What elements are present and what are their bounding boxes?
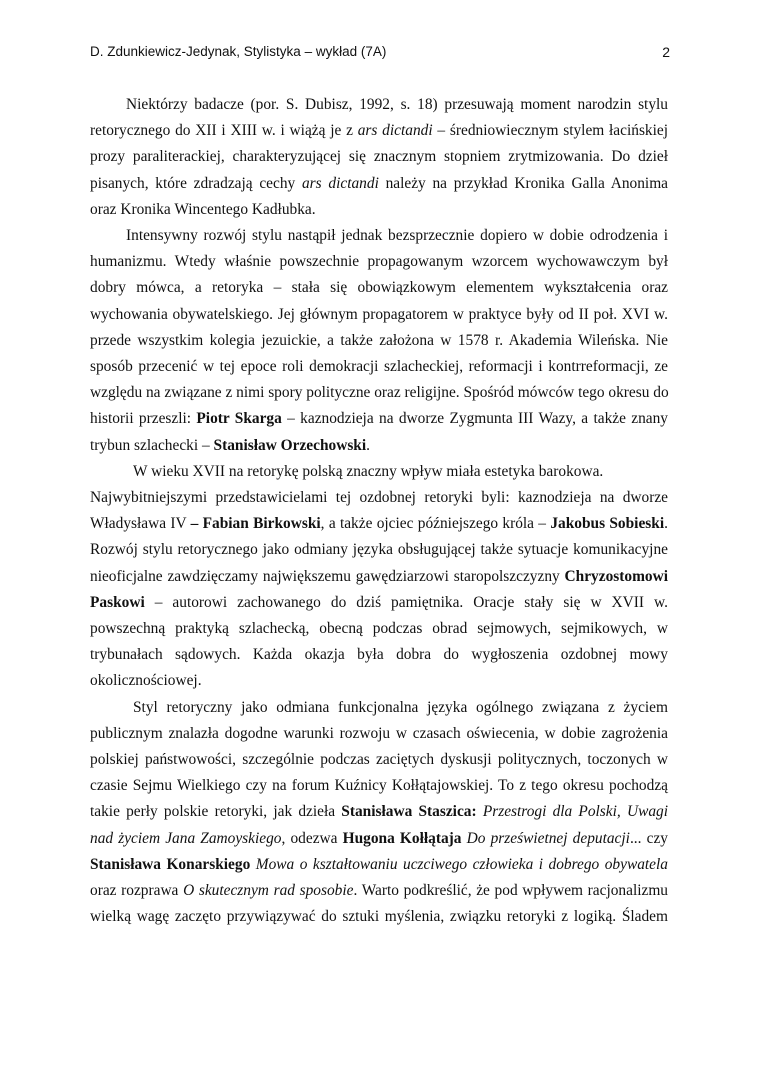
italic-run: Do prześwietnej deputacji (466, 829, 630, 847)
italic-run: Mowa o kształtowaniu uczciwego człowieka i dobrego obywatela (255, 855, 668, 873)
text-run: Niektórzy badacze (por. S. Dubisz, 1992, s. 18) przesuwają moment narodzin stylu (126, 96, 668, 113)
text-line (90, 302, 668, 328)
bold-run: – Fabian Birkowski (190, 515, 321, 533)
header-title: D. Zdunkiewicz-Jedynak, Stylistyka – wykład (7A) (90, 44, 387, 59)
text-run: pisanych, które zdradzają cechy (90, 174, 302, 192)
text-line (90, 354, 668, 380)
text-line (90, 118, 668, 144)
text-line (90, 668, 668, 694)
text-line (90, 433, 668, 459)
text-line (90, 92, 668, 118)
text-run: . Warto podkreślić, że pod wpływem racjonalizmu (353, 882, 668, 900)
text-run: , odezwa (281, 829, 343, 847)
bold-run: Jakobus Sobieski (550, 515, 665, 533)
text-line (90, 537, 668, 563)
text-run: ... czy (629, 829, 668, 847)
page-header (90, 44, 670, 59)
bold-run: Hugona Kołłątaja (342, 829, 462, 847)
text-line (90, 799, 668, 825)
text-run: W wieku XVII na retorykę polską znaczny wpływ miała estetyka barokowa. (133, 462, 604, 480)
text-run: wychowania obywatelskiego. Jej głównym propagatorem w praktyce były od II poł. XVI w. (90, 305, 668, 323)
text-line (90, 773, 668, 799)
text-line (90, 642, 668, 668)
text-line (90, 511, 668, 537)
text-line (90, 878, 668, 904)
text-run: czasie Sejmu Wielkiego czy na forum Kuźnicy Kołłątajowskiej. To z tego okresu pochodzą (90, 777, 668, 795)
bold-run: Piotr Skarga (196, 410, 282, 428)
bold-run: Paskowi (90, 593, 145, 611)
text-run: historii przeszli: (90, 410, 197, 428)
text-run: oraz rozprawa (90, 882, 184, 900)
text-run: Najwybitniejszymi przedstawicielami tej ozdobnej retoryki byli: kaznodzieja na dworze (90, 489, 668, 507)
text-run: – autorowi zachowanego do dziś pamiętnika. Oracje stały się w XVII w. (144, 593, 668, 611)
text-line (90, 406, 668, 432)
text-line (90, 459, 668, 485)
text-run: wielką wagę zaczęto przywiązywać do sztuki myślenia, związku retoryki z logiką. Śladem (90, 908, 668, 926)
text-run: – kaznodzieja na dworze Zygmunta III Wazy, a także znany (281, 410, 669, 428)
text-run: retorycznego do XII i XIII w. i wiążą je z (90, 122, 358, 140)
text-line (90, 275, 668, 301)
text-line (90, 564, 668, 590)
italic-run: Przestrogi dla Polski, Uwagi (482, 803, 668, 821)
text-line (90, 695, 668, 721)
text-run: publicznym znalazła dogodne warunki rozwoju w czasach oświecenia, w dobie zagrożenia (90, 724, 668, 742)
bold-run: Stanisław Orzechowski (213, 436, 367, 454)
text-line (90, 904, 668, 930)
text-run: polskiej państwowości, szczególnie podczas zaciętych dyskusji politycznych, toczonych w (90, 751, 668, 769)
body-text (90, 92, 668, 931)
text-line (90, 223, 668, 249)
bold-run: Stanisława Staszica: (341, 803, 477, 821)
text-run: okolicznościowej. (90, 672, 202, 690)
text-run: Intensywny rozwój stylu nastąpił jednak bezsprzecznie dopiero w dobie odrodzenia i (126, 227, 668, 245)
text-run: trybunałach sądowych. Każda okazja była dobra do wygłoszenia ozdobnej mowy (90, 646, 668, 664)
text-run: sposób przecenić w tej epoce roli demokracji szlacheckiej, reformacji i kontrreformacji, ze (90, 358, 668, 376)
text-run: humanizmu. Wtedy właśnie powszechnie propagowanym wzorcem wychowawczym był (90, 253, 668, 271)
text-line (90, 144, 668, 170)
text-line (90, 485, 668, 511)
text-run: . (366, 436, 371, 454)
text-line (90, 328, 668, 354)
text-run: względu na związane z nimi spory polityczne oraz religijne. Spośród mówców tego okresu do (90, 384, 669, 402)
text-run: , a także ojciec późniejszego króla – (320, 515, 551, 533)
italic-run: O skutecznym rad sposobie (183, 882, 354, 900)
text-run: dobry mówca, a retoryka – stała się obowiązkowym elementem wykształcenia oraz (90, 279, 668, 297)
text-line (90, 197, 668, 223)
bold-run: Stanisława Konarskiego (90, 855, 251, 873)
text-run: Władysława IV (90, 515, 191, 533)
text-line (90, 171, 668, 197)
text-run: trybun szlachecki – (90, 436, 214, 454)
bold-run: Chryzostomowi (564, 567, 668, 585)
text-run: . (664, 515, 668, 533)
text-run: należy na przykład Kronika Galla Anonima (378, 174, 669, 192)
text-line (90, 380, 668, 406)
text-run: Styl retoryczny jako odmiana funkcjonalna języka ogólnego związana z życiem (133, 698, 668, 716)
text-line (90, 826, 668, 852)
text-line (90, 747, 668, 773)
text-run: takie perły polskie retoryki, jak dzieła (90, 803, 342, 821)
text-run: nieoficjalne zawdzięczamy największemu gawędziarzowi staropolszczyzny (90, 567, 565, 585)
italic-run: ars dictandi (357, 122, 433, 140)
text-line (90, 616, 668, 642)
text-run: przede wszystkim kolegia jezuickie, a także założona w 1578 r. Akademia Wileńska. Nie (90, 331, 668, 349)
text-run: powszechną praktyką szlachecką, obecną podczas obrad sejmowych, sejmikowych, w (90, 620, 668, 638)
text-line (90, 721, 668, 747)
text-run: – średniowiecznym stylem łacińskiej (432, 122, 669, 140)
italic-run: ars dictandi (301, 174, 379, 192)
text-run: oraz Kronika Wincentego Kadłubka. (90, 200, 316, 218)
text-line (90, 249, 668, 275)
italic-run: nad życiem Jana Zamoyskiego (90, 829, 282, 847)
text-run: Rozwój stylu retorycznego jako odmiany języka obsługującej także sytuacje komunikacyjne (90, 541, 668, 559)
text-line (90, 852, 668, 878)
page-number: 2 (662, 44, 670, 60)
text-run: prozy paraliterackiej, charakteryzującej się znacznym stopniem zrytmizowania. Do dzieł (90, 148, 668, 166)
text-line (90, 590, 668, 616)
